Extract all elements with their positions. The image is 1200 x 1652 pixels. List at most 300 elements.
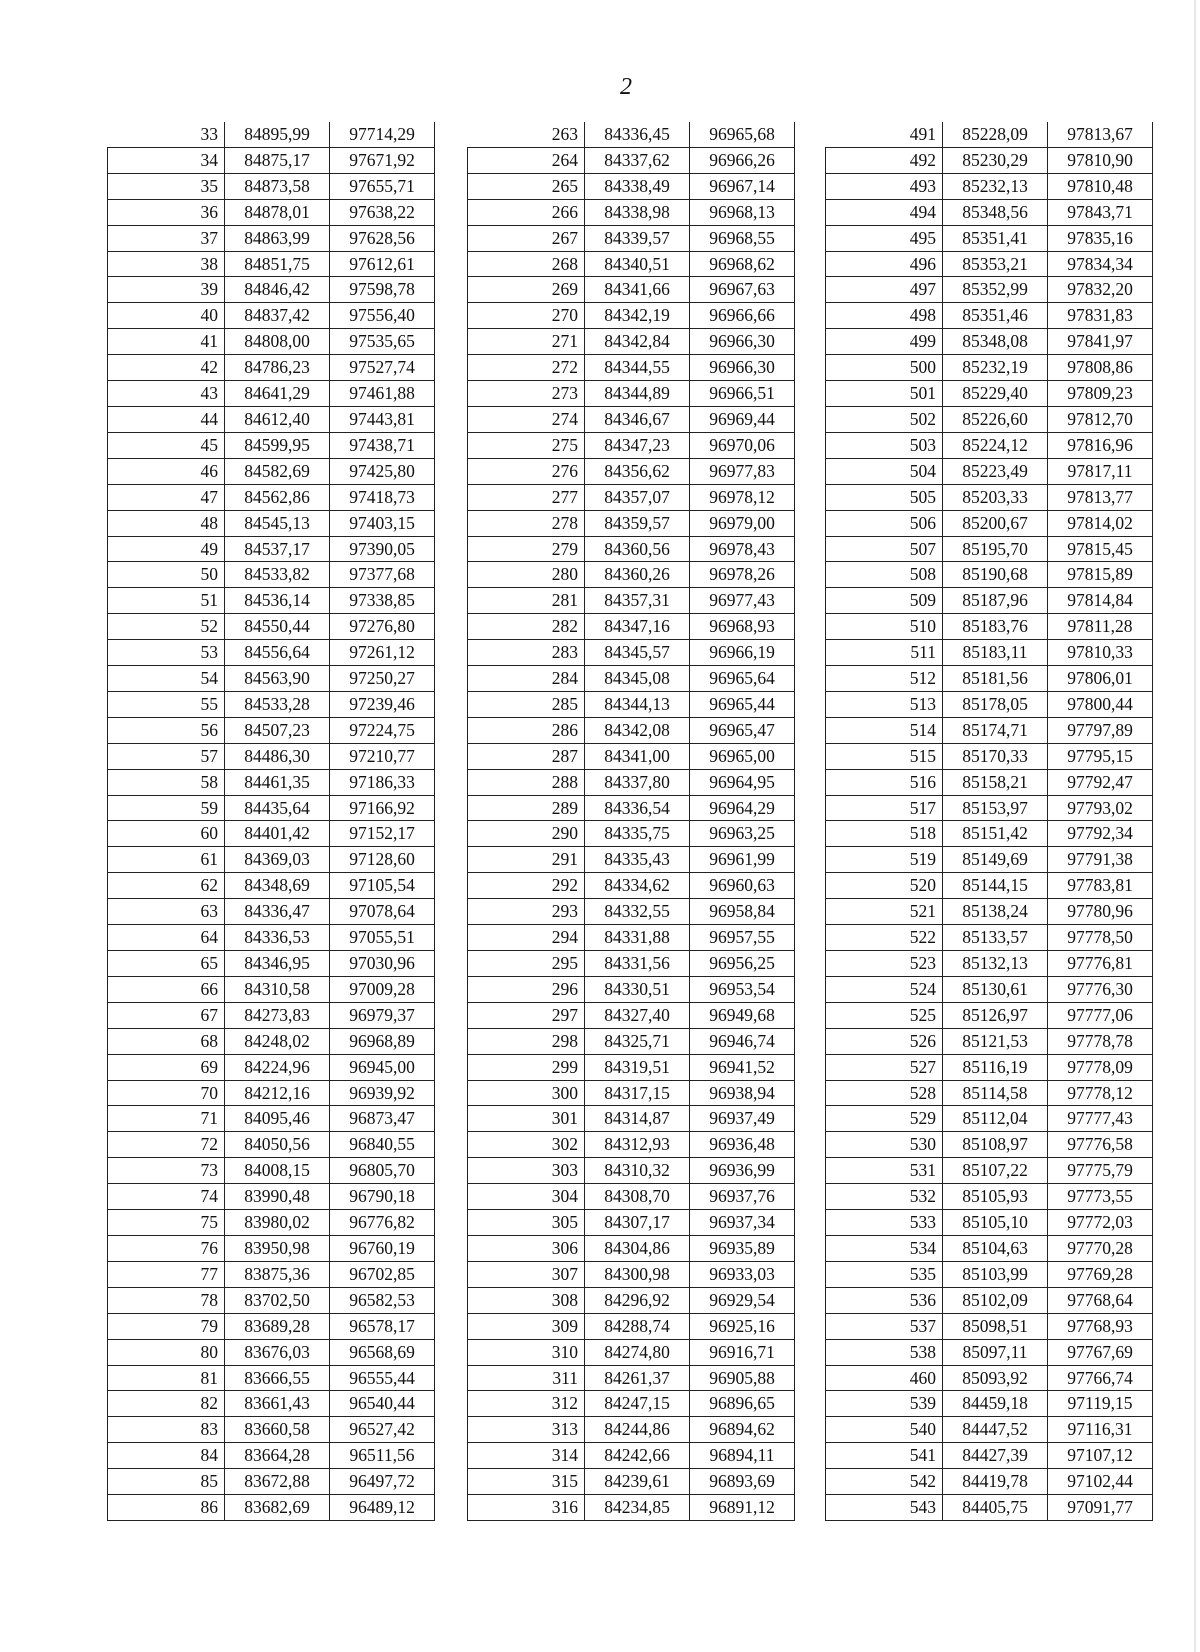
x-coordinate-cell: 84288,74 xyxy=(585,1313,690,1339)
y-coordinate-cell: 97009,28 xyxy=(330,976,435,1002)
x-coordinate-cell: 84345,57 xyxy=(585,640,690,666)
x-coordinate-cell: 84360,56 xyxy=(585,536,690,562)
table-row xyxy=(108,640,435,666)
table-row xyxy=(108,1339,435,1365)
point-number-cell: 46 xyxy=(108,458,225,484)
table-row xyxy=(108,899,435,925)
y-coordinate-cell: 96966,30 xyxy=(690,355,795,381)
table-row xyxy=(108,1287,435,1313)
x-coordinate-cell: 83990,48 xyxy=(225,1184,330,1210)
point-number-cell: 501 xyxy=(826,381,943,407)
x-coordinate-cell: 85105,10 xyxy=(943,1210,1048,1236)
y-coordinate-cell: 97814,02 xyxy=(1048,510,1153,536)
x-coordinate-cell: 84345,08 xyxy=(585,666,690,692)
x-coordinate-cell: 84248,02 xyxy=(225,1028,330,1054)
point-number-cell: 34 xyxy=(108,147,225,173)
point-number-cell: 292 xyxy=(468,873,585,899)
y-coordinate-cell: 97224,75 xyxy=(330,717,435,743)
y-coordinate-cell: 97816,96 xyxy=(1048,432,1153,458)
table-row xyxy=(826,122,1153,147)
point-number-cell: 83 xyxy=(108,1417,225,1443)
x-coordinate-cell: 83666,55 xyxy=(225,1365,330,1391)
x-coordinate-cell: 84307,17 xyxy=(585,1210,690,1236)
x-coordinate-cell: 84300,98 xyxy=(585,1261,690,1287)
point-number-cell: 521 xyxy=(826,899,943,925)
x-coordinate-cell: 84537,17 xyxy=(225,536,330,562)
y-coordinate-cell: 96958,84 xyxy=(690,899,795,925)
table-row xyxy=(108,821,435,847)
point-number-cell: 539 xyxy=(826,1391,943,1417)
x-coordinate-cell: 85174,71 xyxy=(943,717,1048,743)
x-coordinate-cell: 85144,15 xyxy=(943,873,1048,899)
x-coordinate-cell: 84342,19 xyxy=(585,303,690,329)
point-number-cell: 310 xyxy=(468,1339,585,1365)
table-row xyxy=(468,562,795,588)
y-coordinate-cell: 96967,14 xyxy=(690,173,795,199)
x-coordinate-cell: 84341,66 xyxy=(585,277,690,303)
x-coordinate-cell: 85351,46 xyxy=(943,303,1048,329)
x-coordinate-cell: 85228,09 xyxy=(943,122,1048,147)
x-coordinate-cell: 85200,67 xyxy=(943,510,1048,536)
x-coordinate-cell: 85353,21 xyxy=(943,251,1048,277)
point-number-cell: 537 xyxy=(826,1313,943,1339)
table-row xyxy=(108,303,435,329)
x-coordinate-cell: 85098,51 xyxy=(943,1313,1048,1339)
point-number-cell: 299 xyxy=(468,1054,585,1080)
y-coordinate-cell: 96966,30 xyxy=(690,329,795,355)
x-coordinate-cell: 84344,13 xyxy=(585,691,690,717)
x-coordinate-cell: 85232,19 xyxy=(943,355,1048,381)
table-row xyxy=(826,769,1153,795)
y-coordinate-cell: 97832,20 xyxy=(1048,277,1153,303)
y-coordinate-cell: 96937,76 xyxy=(690,1184,795,1210)
y-coordinate-cell: 96936,99 xyxy=(690,1158,795,1184)
table-row xyxy=(826,1158,1153,1184)
y-coordinate-cell: 96978,43 xyxy=(690,536,795,562)
table-row xyxy=(826,277,1153,303)
point-number-cell: 293 xyxy=(468,899,585,925)
point-number-cell: 73 xyxy=(108,1158,225,1184)
table-row xyxy=(468,1002,795,1028)
x-coordinate-cell: 84641,29 xyxy=(225,381,330,407)
x-coordinate-cell: 85190,68 xyxy=(943,562,1048,588)
table-row xyxy=(468,1235,795,1261)
x-coordinate-cell: 84563,90 xyxy=(225,666,330,692)
table-row xyxy=(108,1443,435,1469)
point-number-cell: 79 xyxy=(108,1313,225,1339)
y-coordinate-cell: 96540,44 xyxy=(330,1391,435,1417)
table-row xyxy=(468,1054,795,1080)
x-coordinate-cell: 84582,69 xyxy=(225,458,330,484)
y-coordinate-cell: 97783,81 xyxy=(1048,873,1153,899)
table-row xyxy=(826,381,1153,407)
x-coordinate-cell: 84837,42 xyxy=(225,303,330,329)
point-number-cell: 59 xyxy=(108,795,225,821)
table-row xyxy=(108,225,435,251)
table-row xyxy=(468,1339,795,1365)
point-number-cell: 512 xyxy=(826,666,943,692)
table-row xyxy=(108,951,435,977)
table-row xyxy=(826,873,1153,899)
table-row xyxy=(108,1080,435,1106)
point-number-cell: 527 xyxy=(826,1054,943,1080)
point-number-cell: 496 xyxy=(826,251,943,277)
table-row xyxy=(826,795,1153,821)
table-row xyxy=(826,1339,1153,1365)
x-coordinate-cell: 84360,26 xyxy=(585,562,690,588)
table-row xyxy=(108,251,435,277)
x-coordinate-cell: 84339,57 xyxy=(585,225,690,251)
y-coordinate-cell: 96978,26 xyxy=(690,562,795,588)
y-coordinate-cell: 97769,28 xyxy=(1048,1261,1153,1287)
x-coordinate-cell: 83661,43 xyxy=(225,1391,330,1417)
y-coordinate-cell: 96977,43 xyxy=(690,588,795,614)
table-row xyxy=(826,303,1153,329)
table-row xyxy=(468,1028,795,1054)
point-number-cell: 267 xyxy=(468,225,585,251)
table-row xyxy=(108,1365,435,1391)
point-number-cell: 37 xyxy=(108,225,225,251)
y-coordinate-cell: 97777,06 xyxy=(1048,1002,1153,1028)
coordinates-table-left xyxy=(107,122,435,1521)
y-coordinate-cell: 96925,16 xyxy=(690,1313,795,1339)
table-row xyxy=(468,1391,795,1417)
x-coordinate-cell: 84337,80 xyxy=(585,769,690,795)
table-row xyxy=(108,976,435,1002)
y-coordinate-cell: 97815,45 xyxy=(1048,536,1153,562)
point-number-cell: 81 xyxy=(108,1365,225,1391)
point-number-cell: 307 xyxy=(468,1261,585,1287)
x-coordinate-cell: 84357,31 xyxy=(585,588,690,614)
x-coordinate-cell: 84348,69 xyxy=(225,873,330,899)
table-row xyxy=(108,562,435,588)
x-coordinate-cell: 84562,86 xyxy=(225,484,330,510)
y-coordinate-cell: 96527,42 xyxy=(330,1417,435,1443)
y-coordinate-cell: 96968,55 xyxy=(690,225,795,251)
x-coordinate-cell: 84261,37 xyxy=(585,1365,690,1391)
y-coordinate-cell: 96702,85 xyxy=(330,1261,435,1287)
y-coordinate-cell: 96891,12 xyxy=(690,1495,795,1521)
y-coordinate-cell: 96957,55 xyxy=(690,925,795,951)
y-coordinate-cell: 96929,54 xyxy=(690,1287,795,1313)
point-number-cell: 55 xyxy=(108,691,225,717)
point-number-cell: 290 xyxy=(468,821,585,847)
y-coordinate-cell: 97770,28 xyxy=(1048,1235,1153,1261)
x-coordinate-cell: 84212,16 xyxy=(225,1080,330,1106)
y-coordinate-cell: 96555,44 xyxy=(330,1365,435,1391)
point-number-cell: 294 xyxy=(468,925,585,951)
table-row xyxy=(468,1287,795,1313)
x-coordinate-cell: 84338,98 xyxy=(585,199,690,225)
table-row xyxy=(108,847,435,873)
point-number-cell: 505 xyxy=(826,484,943,510)
y-coordinate-cell: 96956,25 xyxy=(690,951,795,977)
y-coordinate-cell: 97030,96 xyxy=(330,951,435,977)
table-row xyxy=(468,1417,795,1443)
x-coordinate-cell: 84335,43 xyxy=(585,847,690,873)
x-coordinate-cell: 85158,21 xyxy=(943,769,1048,795)
point-number-cell: 530 xyxy=(826,1132,943,1158)
y-coordinate-cell: 97116,31 xyxy=(1048,1417,1153,1443)
table-row xyxy=(108,1184,435,1210)
x-coordinate-cell: 85232,13 xyxy=(943,173,1048,199)
x-coordinate-cell: 85116,19 xyxy=(943,1054,1048,1080)
point-number-cell: 265 xyxy=(468,173,585,199)
point-number-cell: 529 xyxy=(826,1106,943,1132)
x-coordinate-cell: 84273,83 xyxy=(225,1002,330,1028)
y-coordinate-cell: 96578,17 xyxy=(330,1313,435,1339)
point-number-cell: 67 xyxy=(108,1002,225,1028)
x-coordinate-cell: 83702,50 xyxy=(225,1287,330,1313)
table-row xyxy=(468,614,795,640)
x-coordinate-cell: 85183,11 xyxy=(943,640,1048,666)
table-row xyxy=(468,1106,795,1132)
y-coordinate-cell: 96790,18 xyxy=(330,1184,435,1210)
x-coordinate-cell: 84095,46 xyxy=(225,1106,330,1132)
point-number-cell: 51 xyxy=(108,588,225,614)
x-coordinate-cell: 84296,92 xyxy=(585,1287,690,1313)
y-coordinate-cell: 96894,62 xyxy=(690,1417,795,1443)
x-coordinate-cell: 84050,56 xyxy=(225,1132,330,1158)
y-coordinate-cell: 96964,29 xyxy=(690,795,795,821)
x-coordinate-cell: 85104,63 xyxy=(943,1235,1048,1261)
table-row xyxy=(468,381,795,407)
x-coordinate-cell: 85224,12 xyxy=(943,432,1048,458)
point-number-cell: 306 xyxy=(468,1235,585,1261)
table-row xyxy=(468,899,795,925)
y-coordinate-cell: 96497,72 xyxy=(330,1469,435,1495)
table-row xyxy=(108,614,435,640)
point-number-cell: 69 xyxy=(108,1054,225,1080)
point-number-cell: 315 xyxy=(468,1469,585,1495)
table-row xyxy=(468,199,795,225)
point-number-cell: 516 xyxy=(826,769,943,795)
point-number-cell: 86 xyxy=(108,1495,225,1521)
table-row xyxy=(826,458,1153,484)
y-coordinate-cell: 96970,06 xyxy=(690,432,795,458)
point-number-cell: 304 xyxy=(468,1184,585,1210)
y-coordinate-cell: 97800,44 xyxy=(1048,691,1153,717)
point-number-cell: 540 xyxy=(826,1417,943,1443)
point-number-cell: 64 xyxy=(108,925,225,951)
y-coordinate-cell: 96946,74 xyxy=(690,1028,795,1054)
table-row xyxy=(108,432,435,458)
table-row xyxy=(468,951,795,977)
table-row xyxy=(468,588,795,614)
point-number-cell: 53 xyxy=(108,640,225,666)
table-row xyxy=(826,1210,1153,1236)
table-row xyxy=(468,717,795,743)
point-number-cell: 65 xyxy=(108,951,225,977)
x-coordinate-cell: 85149,69 xyxy=(943,847,1048,873)
x-coordinate-cell: 83664,28 xyxy=(225,1443,330,1469)
point-number-cell: 71 xyxy=(108,1106,225,1132)
y-coordinate-cell: 96961,99 xyxy=(690,847,795,873)
x-coordinate-cell: 84310,58 xyxy=(225,976,330,1002)
y-coordinate-cell: 97276,80 xyxy=(330,614,435,640)
y-coordinate-cell: 96949,68 xyxy=(690,1002,795,1028)
x-coordinate-cell: 84336,53 xyxy=(225,925,330,951)
y-coordinate-cell: 97655,71 xyxy=(330,173,435,199)
x-coordinate-cell: 84308,70 xyxy=(585,1184,690,1210)
point-number-cell: 514 xyxy=(826,717,943,743)
point-number-cell: 70 xyxy=(108,1080,225,1106)
x-coordinate-cell: 84347,16 xyxy=(585,614,690,640)
point-number-cell: 58 xyxy=(108,769,225,795)
table-row xyxy=(108,147,435,173)
y-coordinate-cell: 97671,92 xyxy=(330,147,435,173)
point-number-cell: 61 xyxy=(108,847,225,873)
y-coordinate-cell: 96945,00 xyxy=(330,1054,435,1080)
y-coordinate-cell: 97443,81 xyxy=(330,406,435,432)
x-coordinate-cell: 84405,75 xyxy=(943,1495,1048,1521)
y-coordinate-cell: 96968,13 xyxy=(690,199,795,225)
y-coordinate-cell: 96939,92 xyxy=(330,1080,435,1106)
table-row xyxy=(826,976,1153,1002)
table-row xyxy=(826,147,1153,173)
point-number-cell: 68 xyxy=(108,1028,225,1054)
point-number-cell: 302 xyxy=(468,1132,585,1158)
point-number-cell: 47 xyxy=(108,484,225,510)
point-number-cell: 316 xyxy=(468,1495,585,1521)
point-number-cell: 272 xyxy=(468,355,585,381)
table-row xyxy=(468,976,795,1002)
x-coordinate-cell: 84808,00 xyxy=(225,329,330,355)
point-number-cell: 517 xyxy=(826,795,943,821)
point-number-cell: 543 xyxy=(826,1495,943,1521)
x-coordinate-cell: 84461,35 xyxy=(225,769,330,795)
y-coordinate-cell: 97792,47 xyxy=(1048,769,1153,795)
y-coordinate-cell: 97377,68 xyxy=(330,562,435,588)
x-coordinate-cell: 85133,57 xyxy=(943,925,1048,951)
table-row xyxy=(826,1443,1153,1469)
point-number-cell: 289 xyxy=(468,795,585,821)
x-coordinate-cell: 84851,75 xyxy=(225,251,330,277)
x-coordinate-cell: 84336,54 xyxy=(585,795,690,821)
y-coordinate-cell: 96966,51 xyxy=(690,381,795,407)
table-row xyxy=(826,614,1153,640)
y-coordinate-cell: 97425,80 xyxy=(330,458,435,484)
point-number-cell: 277 xyxy=(468,484,585,510)
y-coordinate-cell: 97186,33 xyxy=(330,769,435,795)
x-coordinate-cell: 84895,99 xyxy=(225,122,330,147)
point-number-cell: 50 xyxy=(108,562,225,588)
y-coordinate-cell: 97768,93 xyxy=(1048,1313,1153,1339)
point-number-cell: 62 xyxy=(108,873,225,899)
point-number-cell: 313 xyxy=(468,1417,585,1443)
x-coordinate-cell: 85229,40 xyxy=(943,381,1048,407)
x-coordinate-cell: 85102,09 xyxy=(943,1287,1048,1313)
y-coordinate-cell: 96582,53 xyxy=(330,1287,435,1313)
point-number-cell: 523 xyxy=(826,951,943,977)
y-coordinate-cell: 97105,54 xyxy=(330,873,435,899)
table-row xyxy=(108,666,435,692)
point-number-cell: 85 xyxy=(108,1469,225,1495)
point-number-cell: 278 xyxy=(468,510,585,536)
x-coordinate-cell: 84359,57 xyxy=(585,510,690,536)
table-row xyxy=(826,717,1153,743)
y-coordinate-cell: 96967,63 xyxy=(690,277,795,303)
table-row xyxy=(108,1106,435,1132)
point-number-cell: 49 xyxy=(108,536,225,562)
table-row xyxy=(468,925,795,951)
y-coordinate-cell: 96979,00 xyxy=(690,510,795,536)
x-coordinate-cell: 84347,23 xyxy=(585,432,690,458)
point-number-cell: 515 xyxy=(826,743,943,769)
table-row xyxy=(468,303,795,329)
x-coordinate-cell: 84340,51 xyxy=(585,251,690,277)
x-coordinate-cell: 84334,62 xyxy=(585,873,690,899)
point-number-cell: 312 xyxy=(468,1391,585,1417)
table-row xyxy=(826,1002,1153,1028)
x-coordinate-cell: 83950,98 xyxy=(225,1235,330,1261)
point-number-cell: 494 xyxy=(826,199,943,225)
point-number-cell: 504 xyxy=(826,458,943,484)
x-coordinate-cell: 84331,56 xyxy=(585,951,690,977)
point-number-cell: 264 xyxy=(468,147,585,173)
x-coordinate-cell: 85132,13 xyxy=(943,951,1048,977)
y-coordinate-cell: 96511,56 xyxy=(330,1443,435,1469)
x-coordinate-cell: 84234,85 xyxy=(585,1495,690,1521)
y-coordinate-cell: 96893,69 xyxy=(690,1469,795,1495)
y-coordinate-cell: 97795,15 xyxy=(1048,743,1153,769)
y-coordinate-cell: 97535,65 xyxy=(330,329,435,355)
point-number-cell: 534 xyxy=(826,1235,943,1261)
y-coordinate-cell: 97119,15 xyxy=(1048,1391,1153,1417)
y-coordinate-cell: 97841,97 xyxy=(1048,329,1153,355)
point-number-cell: 48 xyxy=(108,510,225,536)
x-coordinate-cell: 84786,23 xyxy=(225,355,330,381)
point-number-cell: 43 xyxy=(108,381,225,407)
point-number-cell: 508 xyxy=(826,562,943,588)
point-number-cell: 288 xyxy=(468,769,585,795)
x-coordinate-cell: 84244,86 xyxy=(585,1417,690,1443)
point-number-cell: 502 xyxy=(826,406,943,432)
x-coordinate-cell: 85348,08 xyxy=(943,329,1048,355)
x-coordinate-cell: 85226,60 xyxy=(943,406,1048,432)
table-row xyxy=(826,1184,1153,1210)
table-row xyxy=(468,1080,795,1106)
y-coordinate-cell: 97806,01 xyxy=(1048,666,1153,692)
table-row xyxy=(108,1313,435,1339)
table-row xyxy=(468,743,795,769)
y-coordinate-cell: 97797,89 xyxy=(1048,717,1153,743)
point-number-cell: 522 xyxy=(826,925,943,951)
y-coordinate-cell: 96965,64 xyxy=(690,666,795,692)
point-number-cell: 518 xyxy=(826,821,943,847)
x-coordinate-cell: 85351,41 xyxy=(943,225,1048,251)
table-row xyxy=(826,588,1153,614)
y-coordinate-cell: 97835,16 xyxy=(1048,225,1153,251)
y-coordinate-cell: 97810,33 xyxy=(1048,640,1153,666)
point-number-cell: 44 xyxy=(108,406,225,432)
point-number-cell: 75 xyxy=(108,1210,225,1236)
y-coordinate-cell: 96935,89 xyxy=(690,1235,795,1261)
table-row xyxy=(108,873,435,899)
point-number-cell: 82 xyxy=(108,1391,225,1417)
x-coordinate-cell: 85126,97 xyxy=(943,1002,1048,1028)
table-row xyxy=(108,588,435,614)
point-number-cell: 54 xyxy=(108,666,225,692)
x-coordinate-cell: 84239,61 xyxy=(585,1469,690,1495)
point-number-cell: 500 xyxy=(826,355,943,381)
table-row xyxy=(108,769,435,795)
x-coordinate-cell: 85181,56 xyxy=(943,666,1048,692)
table-row xyxy=(108,1132,435,1158)
point-number-cell: 268 xyxy=(468,251,585,277)
x-coordinate-cell: 85130,61 xyxy=(943,976,1048,1002)
y-coordinate-cell: 97628,56 xyxy=(330,225,435,251)
